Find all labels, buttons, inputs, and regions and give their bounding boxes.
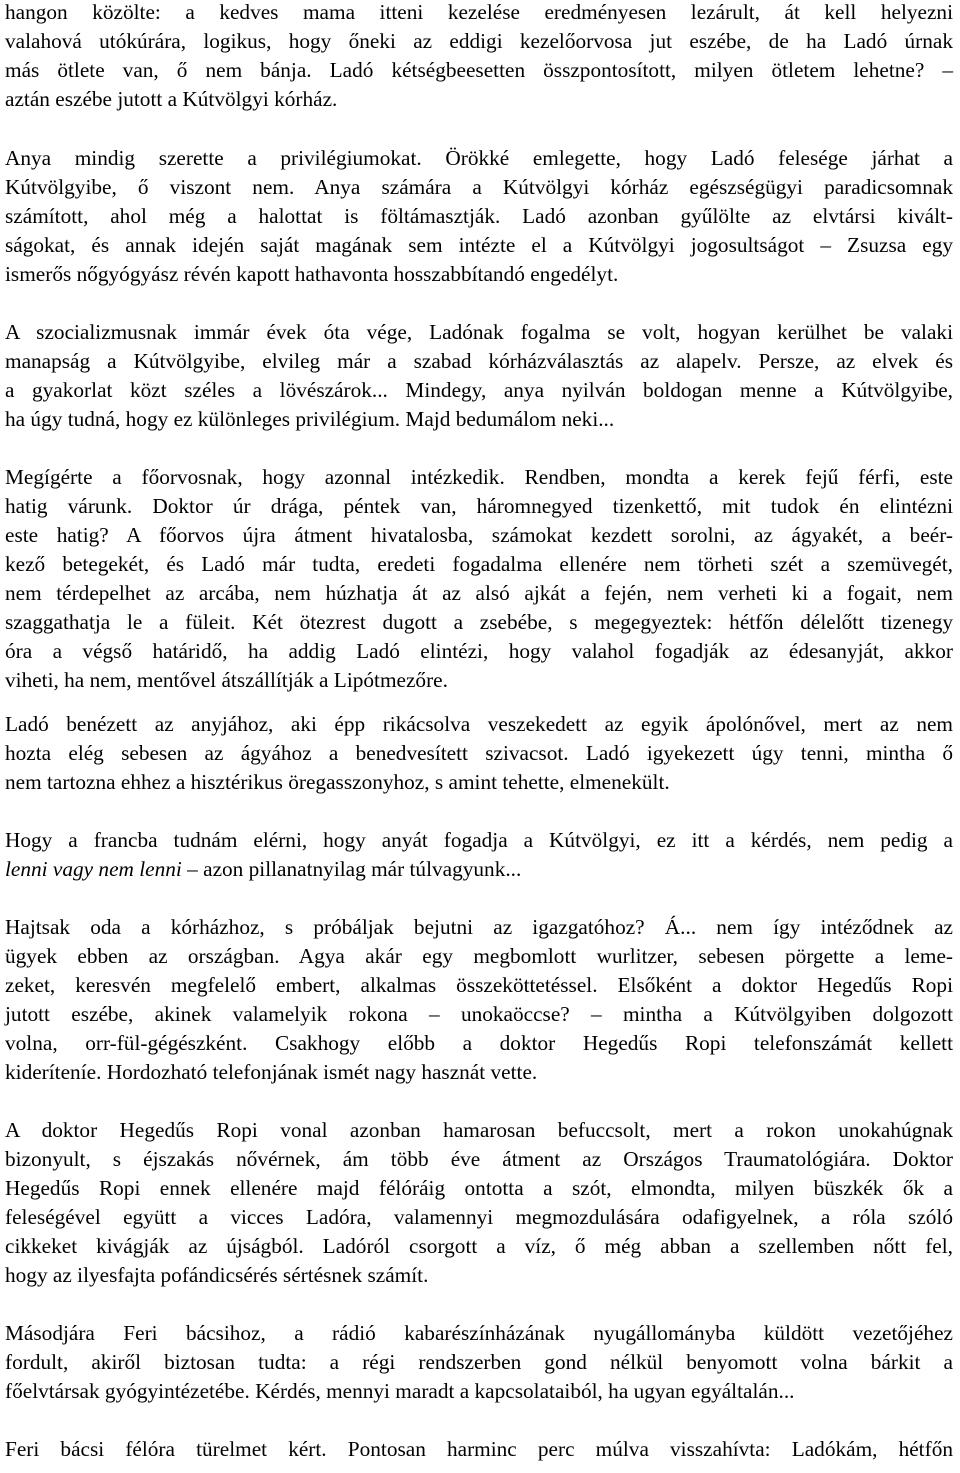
text-line: számított, ahol még a halottat is föltámasztják. Ladó azonban gyűlölte az elvtársi kivált- xyxy=(5,204,953,228)
text-line: Kútvölgyibe, ő viszont nem. Anya számára a Kútvölgyi kórház egészségügyi paradicsomnak xyxy=(5,175,953,199)
text-line: fordult, akiről biztosan tudta: a régi rendszerben gond nélkül benyomott volna bárkit a xyxy=(5,1350,953,1374)
text-line: zeket, keresvén megfelelő embert, alkalmas összeköttetéssel. Elsőként a doktor Hegedűs Ropi xyxy=(5,973,953,997)
text-line: Anya mindig szerette a privilégiumokat. Örökké emlegette, hogy Ladó felesége járhat a xyxy=(5,146,953,170)
text-line: aztán eszébe jutott a Kútvölgyi kórház. xyxy=(5,87,338,111)
text-line: főelvtársak gyógyintézetébe. Kérdés, mennyi maradt a kapcsolataiból, ha ugyan egyáltalán... xyxy=(5,1379,795,1403)
text-line: ha úgy tudná, hogy ez különleges privilégium. Majd bedumálom neki... xyxy=(5,407,615,431)
text-line: ismerős nőgyógyász révén kapott hathavonta hosszabbítandó engedélyt. xyxy=(5,262,619,286)
text-line: volna, orr-fül-gégészként. Csakhogy előbb a doktor Hegedűs Ropi telefonszámát kellett xyxy=(5,1031,953,1055)
italic-phrase: lenni vagy nem lenni xyxy=(5,857,182,881)
text-line: Hogy a francba tudnám elérni, hogy anyát fogadja a Kútvölgyi, ez itt a kérdés, nem pedig a xyxy=(5,828,953,852)
text-line: hozta elég sebesen az ágyához a benedvesített szivacsot. Ladó igyekezett úgy tenni, mintha ő xyxy=(5,741,953,765)
text-line: kező betegekét, és Ladó már tudta, eredeti fogadalma ellenére nem törheti szét a szemüvegét, xyxy=(5,552,953,576)
text-line: Hegedűs Ropi ennek ellenére majd félóráig ontotta a szót, elmondta, milyen büszkék ők a xyxy=(5,1176,953,1200)
text-line: hangon közölte: a kedves mama itteni kezelése eredményesen lezárult, át kell helyezni xyxy=(5,0,953,24)
text-line-mixed xyxy=(5,855,521,884)
text-line: Feri bácsi félóra türelmet kért. Pontosan harminc perc múlva visszahívta: Ladókám, hétfőn xyxy=(5,1437,953,1461)
text-line: Hajtsak oda a kórházhoz, s próbáljak bejutni az igazgatóhoz? Á... nem így intéződnek az xyxy=(5,915,953,939)
text-line: ságokat, és annak idején saját magának sem intézte el a Kútvölgyi jogosultságot – Zsuzsa egy xyxy=(5,233,953,257)
text-line: A doktor Hegedűs Ropi vonal azonban hamarosan befuccsolt, mert a rokon unokahúgnak xyxy=(5,1118,953,1142)
text-line: cikkeket kivágják az újságból. Ladóról csorgott a víz, ő még abban a szellemben nőtt fel, xyxy=(5,1234,953,1258)
text-line: feleségével együtt a vicces Ladóra, valamennyi megmozdulására odafigyelnek, a róla szóló xyxy=(5,1205,953,1229)
text-line: nem tartozna ehhez a hisztérikus öregasszonyhoz, s amint tehette, elmenekült. xyxy=(5,770,670,794)
text-span: – azon pillanatnyilag már túlvagyunk... xyxy=(181,857,522,881)
text-line: valahová utókúrára, logikus, hogy őneki az eddigi kezelőorvosa jut eszébe, de ha Ladó úrnak xyxy=(5,29,953,53)
text-line: hogy az ilyesfajta pofándicsérés sértésnek számít. xyxy=(5,1263,429,1287)
text-line: szaggathatja le a füleit. Két ötezrest dugott a zsebébe, s megegyeztek: hétfőn délelőtt tizenegy xyxy=(5,610,953,634)
text-line: viheti, ha nem, mentővel átszállítják a Lipótmezőre. xyxy=(5,668,448,692)
text-line: jutott eszébe, akinek valamelyik rokona – unokaöccse? – mintha a Kútvölgyiben dolgozott xyxy=(5,1002,953,1026)
text-line: Ladó benézett az anyjához, aki épp rikácsolva veszekedett az egyik ápolónővel, mert az nem xyxy=(5,712,953,736)
text-line: ügyek ebben az országban. Agya akár egy megbomlott wurlitzer, sebesen pörgette a leme- xyxy=(5,944,953,968)
text-line: Másodjára Feri bácsihoz, a rádió kabarészínházának nyugállományba küldött vezetőjéhez xyxy=(5,1321,953,1345)
text-line: bizonyult, s éjszakás nővérnek, ám több éve átment az Országos Traumatológiára. Doktor xyxy=(5,1147,953,1171)
text-line: óra a végső határidő, ha addig Ladó elintézi, hogy valahol fogadják az édesanyját, akkor xyxy=(5,639,953,663)
text-line: manapság a Kútvölgyibe, elvileg már a szabad kórházválasztás az alapelv. Persze, az elvek és xyxy=(5,349,953,373)
text-line: nem térdepelhet az arcába, nem húzhatja át az alsó ajkát a fején, nem verheti ki a fogait, nem xyxy=(5,581,953,605)
text-line: A szocializmusnak immár évek óta vége, Ladónak fogalma se volt, hogyan kerülhet be valaki xyxy=(5,320,953,344)
text-line: Megígérte a főorvosnak, hogy azonnal intézkedik. Rendben, mondta a kerek fejű férfi, este xyxy=(5,465,953,489)
text-line: kideríteníe. Hordozható telefonjának ismét nagy hasznát vette. xyxy=(5,1060,538,1084)
text-line: más ötlete van, ő nem bánja. Ladó kétségbeesetten összpontosított, milyen ötletem lehetne? – xyxy=(5,58,953,82)
text-line: este hatig? A főorvos újra átment hivatalosba, számokat kezdett sorolni, az ágyakét, a beér- xyxy=(5,523,953,547)
text-line: a gyakorlat közt széles a lövészárok... Mindegy, anya nyilván boldogan menne a Kútvölgyibe, xyxy=(5,378,953,402)
text-line: hatig várunk. Doktor úr drága, péntek van, háromnegyed tizenkettő, mit tudok én elintézni xyxy=(5,494,953,518)
